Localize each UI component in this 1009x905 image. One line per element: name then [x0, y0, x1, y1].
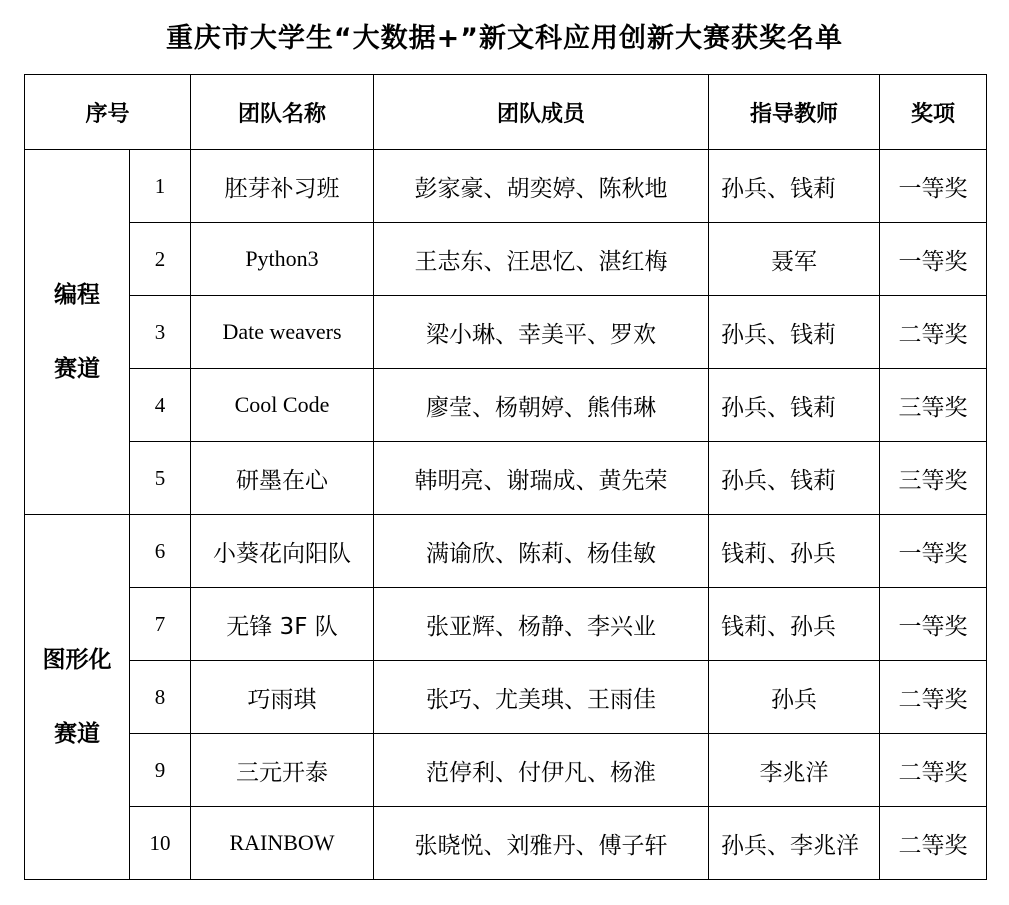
table-row [25, 588, 987, 661]
advisor: 聂军 [709, 223, 880, 296]
row-number: 6 [130, 515, 191, 588]
table-row [25, 661, 987, 734]
award: 二等奖 [880, 734, 987, 807]
team-members: 满谕欣、陈莉、杨佳敏 [374, 515, 709, 588]
table-row [25, 515, 987, 588]
team-members: 张亚辉、杨静、李兴业 [374, 588, 709, 661]
team-members: 韩明亮、谢瑞成、黄先荣 [374, 442, 709, 515]
row-number: 4 [130, 369, 191, 442]
advisor: 钱莉、孙兵 [709, 588, 880, 661]
award: 一等奖 [880, 223, 987, 296]
team-members: 范停利、付伊凡、杨淮 [374, 734, 709, 807]
advisor: 孙兵、李兆洋 [709, 807, 880, 880]
table-row [25, 150, 987, 223]
header-index: 序号 [25, 75, 191, 150]
team-members: 廖莹、杨朝婷、熊伟琳 [374, 369, 709, 442]
table-row [25, 296, 987, 369]
team-members: 张晓悦、刘雅丹、傅子轩 [374, 807, 709, 880]
advisor: 孙兵、钱莉 [709, 150, 880, 223]
row-number: 9 [130, 734, 191, 807]
row-number: 8 [130, 661, 191, 734]
award: 一等奖 [880, 588, 987, 661]
table-row [25, 807, 987, 880]
team-members: 梁小琳、幸美平、罗欢 [374, 296, 709, 369]
table-row [25, 442, 987, 515]
track-label-line2: 赛道 [54, 721, 100, 747]
track-cell-programming [25, 150, 130, 515]
header-members: 团队成员 [374, 75, 709, 150]
track-label-line1: 编程 [54, 282, 100, 308]
row-number: 2 [130, 223, 191, 296]
team-name: 研墨在心 [191, 442, 374, 515]
advisor: 孙兵、钱莉 [709, 296, 880, 369]
team-name: RAINBOW [191, 807, 374, 880]
team-name: 小葵花向阳队 [191, 515, 374, 588]
team-name: Cool Code [191, 369, 374, 442]
team-name: Python3 [191, 223, 374, 296]
award: 三等奖 [880, 442, 987, 515]
table-row [25, 734, 987, 807]
row-number: 1 [130, 150, 191, 223]
track-label-line1: 图形化 [42, 647, 112, 673]
header-advisor: 指导教师 [709, 75, 880, 150]
award: 二等奖 [880, 807, 987, 880]
award: 二等奖 [880, 296, 987, 369]
advisor: 钱莉、孙兵 [709, 515, 880, 588]
row-number: 3 [130, 296, 191, 369]
team-members: 张巧、尤美琪、王雨佳 [374, 661, 709, 734]
row-number: 5 [130, 442, 191, 515]
header-team: 团队名称 [191, 75, 374, 150]
team-name: 巧雨琪 [191, 661, 374, 734]
advisor: 李兆洋 [709, 734, 880, 807]
award-table [24, 74, 987, 880]
row-number: 7 [130, 588, 191, 661]
team-name: 胚芽补习班 [191, 150, 374, 223]
header-award: 奖项 [880, 75, 987, 150]
track-cell-graphical [25, 515, 130, 880]
table-row [25, 369, 987, 442]
track-label-line2: 赛道 [54, 356, 100, 382]
team-name: 无锋 3F 队 [191, 588, 374, 661]
team-members: 王志东、汪思忆、湛红梅 [374, 223, 709, 296]
table-header-row [25, 75, 987, 150]
advisor: 孙兵、钱莉 [709, 369, 880, 442]
award: 一等奖 [880, 150, 987, 223]
row-number: 10 [130, 807, 191, 880]
advisor: 孙兵、钱莉 [709, 442, 880, 515]
award: 二等奖 [880, 661, 987, 734]
award: 三等奖 [880, 369, 987, 442]
team-members: 彭家豪、胡奕婷、陈秋地 [374, 150, 709, 223]
advisor: 孙兵 [709, 661, 880, 734]
table-row [25, 223, 987, 296]
team-name: Date weavers [191, 296, 374, 369]
team-name: 三元开泰 [191, 734, 374, 807]
award: 一等奖 [880, 515, 987, 588]
page-title: 重庆市大学生“大数据+”新文科应用创新大赛获奖名单 [165, 23, 844, 54]
